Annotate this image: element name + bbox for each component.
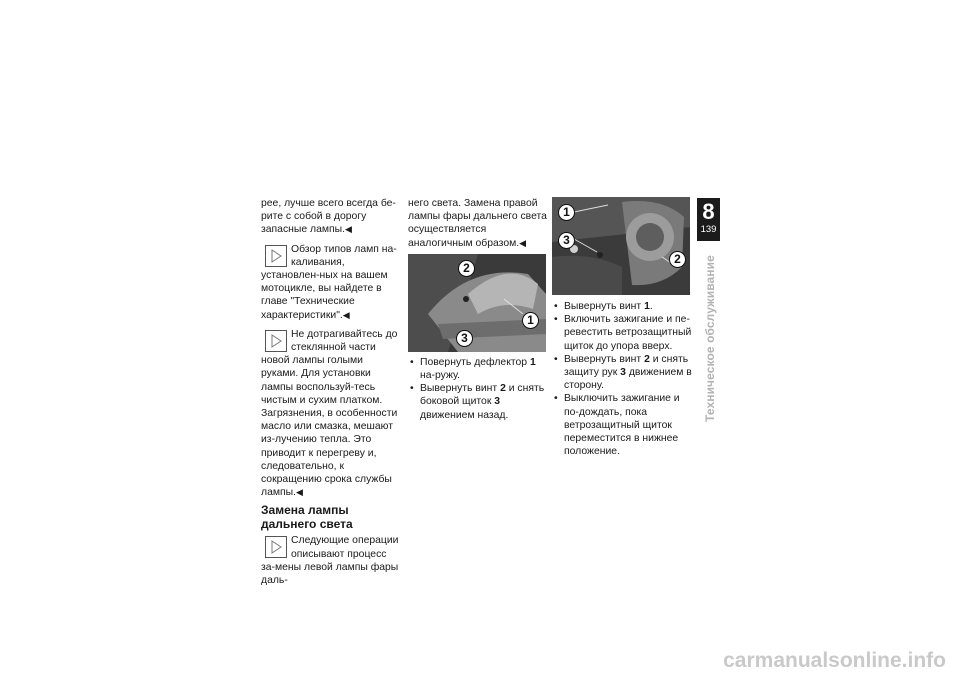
chapter-number: 8 [702, 199, 715, 224]
note-triangle-icon [265, 536, 287, 558]
note-triangle-icon [265, 330, 287, 352]
note-glass-warning: Не дотрагивайтесь до стеклянной части новой лампы голыми руками. Для установки лампы воспользуй-тесь чистым и сухим платком. Загрязнения, в особенности масло или смазка, мешают из-лучению тепла. Это приводит к перегреву и, следовательно, к сокращению срока службы лампы.◀ [261, 328, 398, 499]
steps-list [408, 356, 548, 422]
step-item: • Вывернуть винт 2 и снять защиту рук 3 движением в сторону. [552, 353, 692, 393]
note-lamp-types: Обзор типов ламп на-каливания, установлен-ных на вашем мотоцикле, вы найдете в главе "Технические характеристики".◀ [261, 243, 397, 321]
callout-2: 2 [458, 260, 475, 277]
step-item: • Выключить зажигание и по-дождать, пока ветрозащитный щиток переместится в нижнее положение. [552, 392, 692, 458]
step-item: • Вывернуть винт 1. [552, 300, 692, 313]
text-column-3 [552, 197, 692, 458]
note-triangle-icon [265, 245, 287, 267]
callout-1: 1 [522, 312, 539, 329]
text-column-2 [408, 197, 548, 422]
paragraph-spare-lamps: рее, лучше всего всегда бе-рите с собой в дорогу запасные лампы.◀ [261, 198, 396, 236]
text-column-1 [261, 197, 402, 587]
photo-side-panel [408, 254, 546, 352]
chapter-tab [697, 198, 720, 241]
watermark: carmanualsonline.info [723, 649, 946, 672]
end-mark: ◀ [344, 224, 352, 235]
callout-1: 1 [558, 204, 575, 221]
paragraph-right-lamp: него света. Замена правой лампы фары дальнего света осуществляется аналогичным образом.◀ [408, 198, 547, 249]
steps-list [552, 300, 692, 458]
note-procedure: Следующие операции описывают процесс за-мены левой лампы фары даль- [261, 535, 399, 587]
section-heading: Замена лампы дальнего света [261, 503, 353, 532]
photo-side-panel-drawing [408, 254, 546, 352]
callout-3: 3 [456, 330, 473, 347]
photo-hand-guard [552, 197, 690, 295]
step-item: • Повернуть дефлектор 1 на-ружу. [408, 356, 548, 382]
callout-2: 2 [669, 251, 686, 268]
page-number: 139 [700, 224, 717, 235]
vertical-chapter-title: Техническое обслуживание [703, 255, 717, 422]
step-item: • Вывернуть винт 2 и снять боковой щиток 3 движением назад. [408, 382, 548, 422]
callout-3: 3 [558, 232, 575, 249]
step-item: • Включить зажигание и пе-ревестить ветрозащитный щиток до упора вверх. [552, 313, 692, 353]
